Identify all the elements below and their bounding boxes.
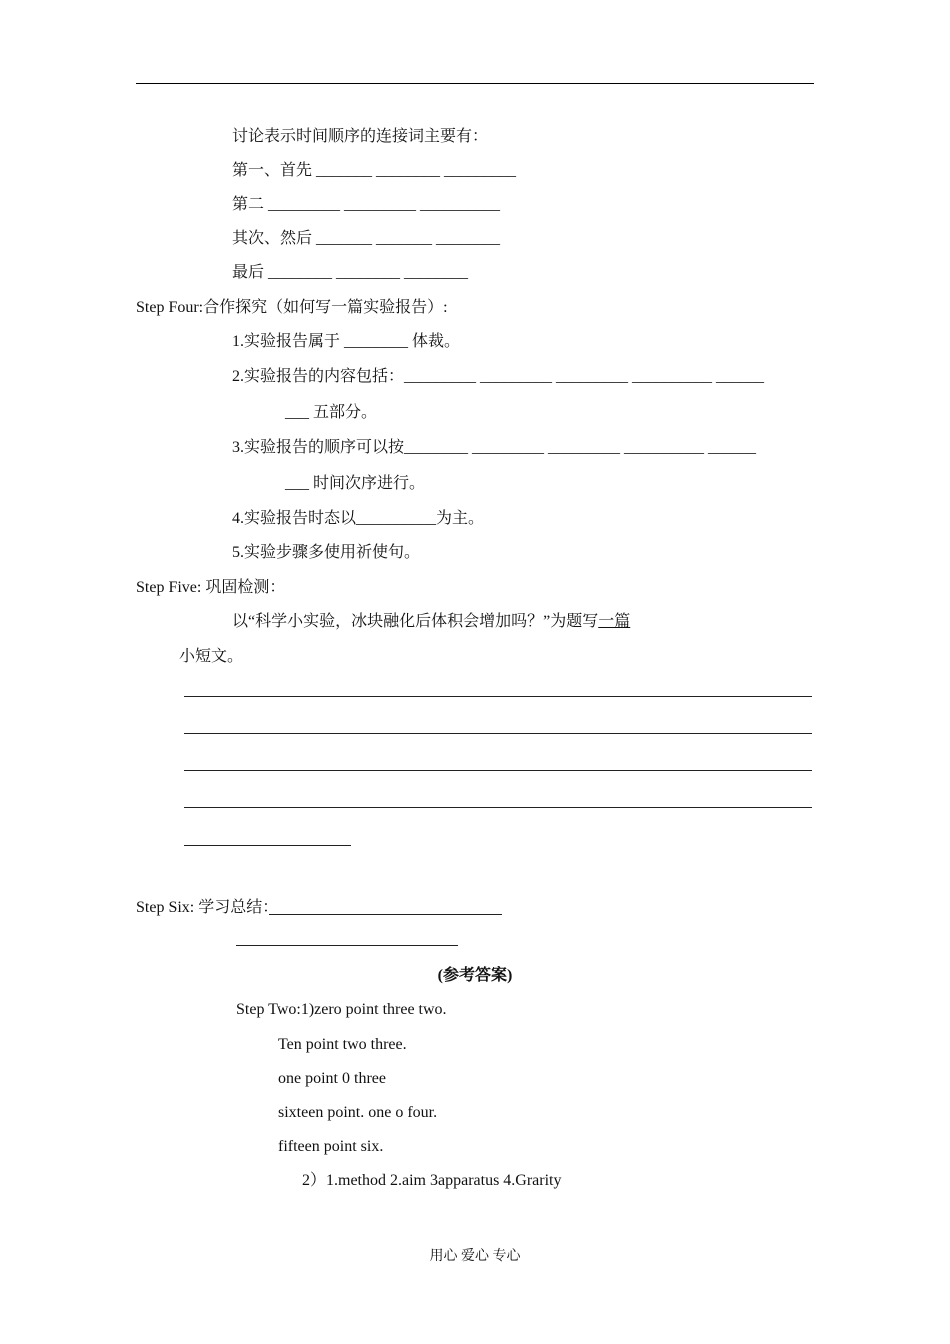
connectives-then: 其次、然后 _______ _______ ________ — [232, 230, 501, 247]
connectives-intro: 讨论表示时间顺序的连接词主要有： — [232, 128, 489, 145]
step-four-q3-line2: ___ 时间次序进行。 — [285, 475, 426, 492]
step-six-heading — [136, 898, 278, 918]
writing-line-2 — [184, 733, 812, 734]
step-four-q1: 1.实验报告属于 ________ 体裁。 — [232, 333, 461, 350]
step-five-prompt-underlined: 一篇 — [598, 613, 631, 630]
connectives-first: 第一、首先 _______ ________ _________ — [232, 162, 517, 179]
answers-line-2: Ten point two three. — [278, 1036, 407, 1053]
step-five-prompt-cont: 小短文。 — [179, 648, 244, 665]
writing-line-1 — [184, 696, 812, 697]
writing-line-5 — [184, 845, 351, 846]
summary-line-1 — [269, 914, 502, 915]
answers-line-1: Step Two:1)zero point three two. — [236, 1001, 447, 1018]
step-five-prompt-main: 以“科学小实验，冰块融化后体积会增加吗？”为题写 — [232, 613, 599, 630]
connectives-second: 第二 _________ _________ __________ — [232, 196, 501, 213]
step-four-q2-line1: 2.实验报告的内容包括：_________ _________ _________ __________ ______ — [232, 368, 765, 385]
step-five-heading: Step Five: 巩固检测： — [136, 579, 286, 596]
step-six-heading-text: Step Six: 学习总结 — [136, 899, 263, 916]
answers-line-6: 2）1.method 2.aim 3apparatus 4.Grarity — [302, 1172, 562, 1189]
step-four-q5: 5.实验步骤多使用祈使句。 — [232, 544, 421, 561]
answers-line-4: sixteen point. one o four. — [278, 1104, 438, 1121]
step-four-q2-line2: ___ 五部分。 — [285, 404, 378, 421]
header-rule — [136, 83, 814, 84]
writing-line-4 — [184, 807, 812, 808]
step-four-q3-line1: 3.实验报告的顺序可以按________ _________ _________ __________ ______ — [232, 439, 757, 456]
page-footer: 用心 爱心 专心 — [429, 1249, 521, 1264]
summary-line-2 — [236, 945, 458, 946]
writing-line-3 — [184, 770, 812, 771]
step-six-colon: ： — [262, 899, 279, 916]
step-four-heading: Step Four:合作探究（如何写一篇实验报告）: — [136, 299, 448, 316]
answers-line-3: one point 0 three — [278, 1070, 386, 1087]
step-four-q4: 4.实验报告时态以__________为主。 — [232, 510, 485, 527]
answers-title: (参考答案) — [437, 967, 513, 984]
connectives-last: 最后 ________ ________ ________ — [232, 264, 469, 281]
answers-line-5: fifteen point six. — [278, 1138, 384, 1155]
step-five-prompt — [232, 612, 630, 632]
